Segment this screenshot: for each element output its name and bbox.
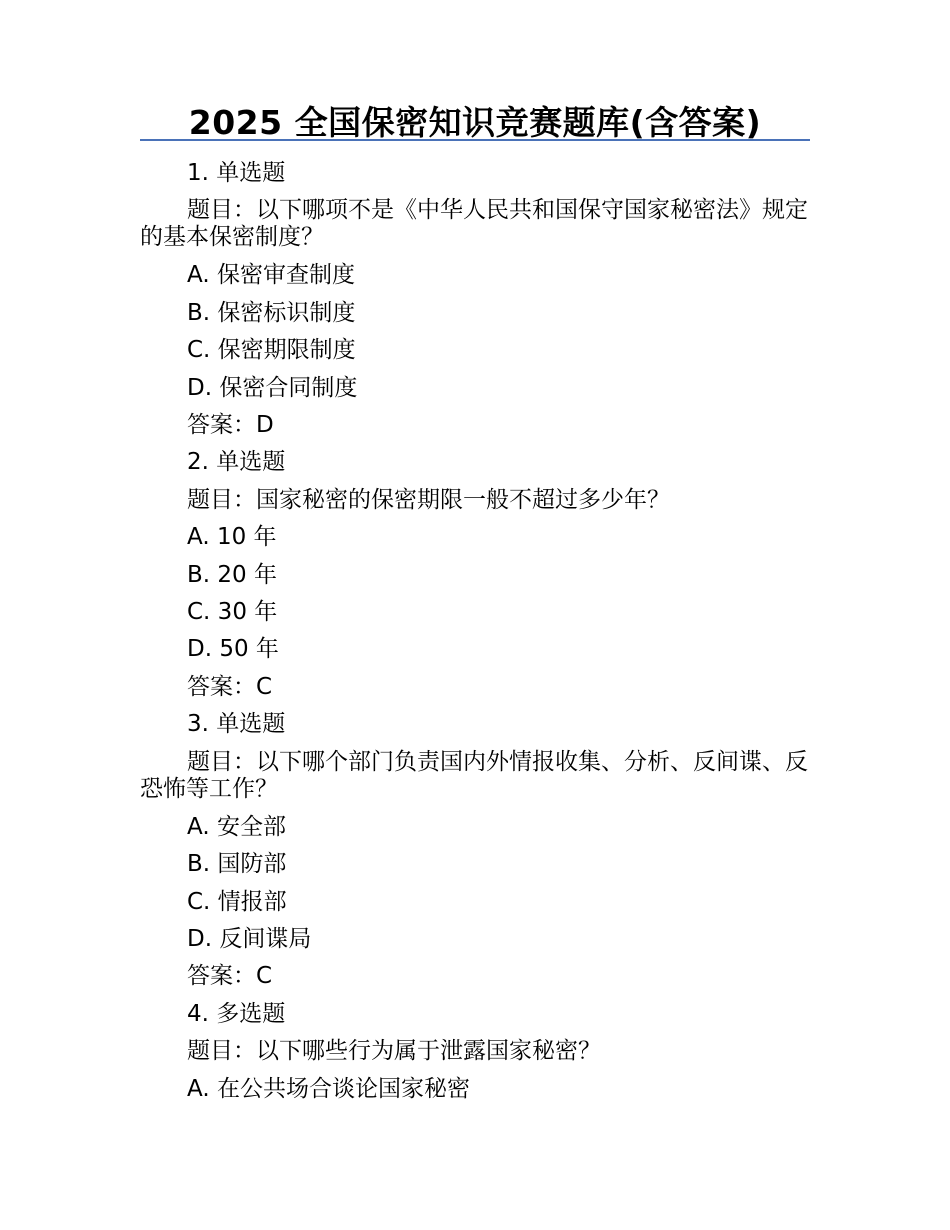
question-list <box>140 155 810 1108</box>
question-item <box>140 996 810 1108</box>
question-option: D. 反间谍局 <box>187 925 312 952</box>
question-item <box>140 155 810 444</box>
question-answer: 答案：C <box>187 963 273 990</box>
document-title: 2025 全国保密知识竞赛题库(含答案) <box>188 103 762 142</box>
question-stem: 题目：国家秘密的保密期限一般不超过多少年？ <box>187 486 670 513</box>
question-stem: 题目：以下哪些行为属于泄露国家秘密？ <box>187 1038 601 1065</box>
question-number: 1. 单选题 <box>187 160 286 186</box>
question-option: C. 30 年 <box>187 599 278 626</box>
question-option: B. 保密标识制度 <box>187 299 356 326</box>
question-answer: 答案：D <box>187 412 274 439</box>
question-stem: 题目：以下哪项不是《中华人民共和国保守国家秘密法》规定的基本保密制度？ <box>140 197 808 251</box>
question-stem: 题目：以下哪个部门负责国内外情报收集、分析、反间谍、反恐怖等工作？ <box>140 748 808 802</box>
question-option: A. 安全部 <box>187 813 286 840</box>
question-item <box>140 706 810 995</box>
question-option: B. 国防部 <box>187 851 287 878</box>
title-underline <box>140 139 810 141</box>
question-option: C. 保密期限制度 <box>187 337 356 364</box>
question-option: C. 情报部 <box>187 888 287 915</box>
question-item <box>140 444 810 706</box>
question-number: 3. 单选题 <box>187 711 286 738</box>
question-option: D. 保密合同制度 <box>187 374 358 401</box>
question-option: D. 50 年 <box>187 636 279 663</box>
question-number: 2. 单选题 <box>187 449 286 476</box>
question-option: A. 10 年 <box>187 524 277 551</box>
question-option: B. 20 年 <box>187 561 277 588</box>
question-option: A. 保密审查制度 <box>187 262 355 289</box>
question-option: A. 在公共场合谈论国家秘密 <box>187 1075 470 1102</box>
question-number: 4. 多选题 <box>187 1000 286 1027</box>
question-answer: 答案：C <box>187 673 273 700</box>
